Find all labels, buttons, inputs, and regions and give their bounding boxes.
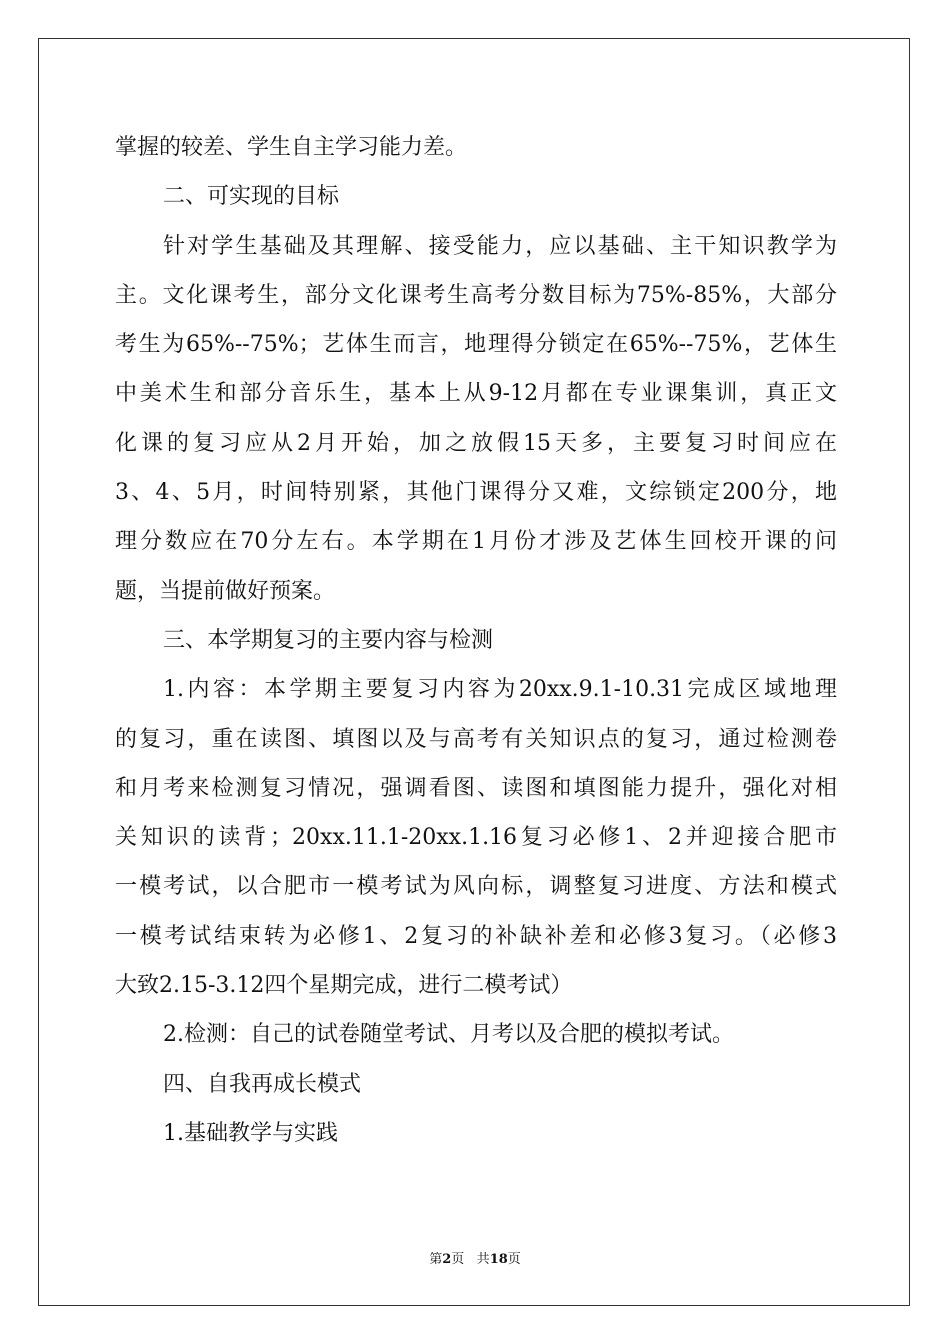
text-line: 关知识的读背；20xx.11.1-20xx.1.16复习必修1、2并迎接合肥市 (115, 825, 837, 851)
text-line: 的复习，重在读图、填图以及与高考有关知识点的复习，通过检测卷 (115, 726, 837, 752)
footer-page-label: 页 (451, 1252, 465, 1267)
total-pages-number: 18 (489, 1252, 508, 1267)
text-line: 一模考试结束转为必修1、2复习的补缺补差和必修3复习。（必修3 (115, 923, 837, 949)
text-line: 考生为65%--75%；艺体生而言，地理得分锁定在65%--75%，艺体生 (115, 332, 837, 358)
text-line: 一模考试，以合肥市一模考试为风向标，调整复习进度、方法和模式 (115, 874, 837, 900)
section-heading: 三、本学期复习的主要内容与检测 (163, 627, 494, 653)
footer-prefix: 第 (429, 1252, 443, 1267)
text-line: 题，当提前做好预案。 (115, 578, 336, 604)
text-line: 针对学生基础及其理解、接受能力，应以基础、主干知识教学为 (163, 233, 837, 259)
footer-total-prefix: 共 (476, 1252, 490, 1267)
text-line: 化课的复习应从2月开始，加之放假15天多，主要复习时间应在 (115, 430, 837, 456)
subsection-heading: 1.基础教学与实践 (163, 1120, 338, 1146)
text-line: 3、4、5月，时间特别紧，其他门课得分又难，文综锁定200分，地 (115, 480, 838, 506)
footer-total-suffix: 页 (507, 1252, 521, 1267)
text-line: 掌握的较差、学生自主学习能力差。 (115, 135, 468, 160)
current-page-number: 2 (442, 1252, 452, 1267)
section-heading: 四、自我再成长模式 (163, 1071, 362, 1097)
document-body (115, 128, 837, 1163)
text-line: 2.检测：自己的试卷随堂考试、月考以及合肥的模拟考试。 (163, 1022, 734, 1048)
page-footer (0, 1248, 950, 1267)
section-heading: 二、可实现的目标 (163, 184, 340, 210)
text-line: 中美术生和部分音乐生，基本上从9-12月都在专业课集训，真正文 (115, 381, 837, 407)
text-line: 和月考来检测复习情况，强调看图、读图和填图能力提升，强化对相 (115, 775, 837, 801)
text-line: 主。文化课考生，部分文化课考生高考分数目标为75%-85%，大部分 (115, 282, 837, 308)
text-line: 1.内容：本学期主要复习内容为20xx.9.1-10.31完成区域地理 (163, 677, 837, 703)
text-line: 大致2.15-3.12四个星期完成，进行二模考试） (115, 973, 573, 999)
text-line: 理分数应在70分左右。本学期在1月份才涉及艺体生回校开课的问 (115, 529, 837, 555)
